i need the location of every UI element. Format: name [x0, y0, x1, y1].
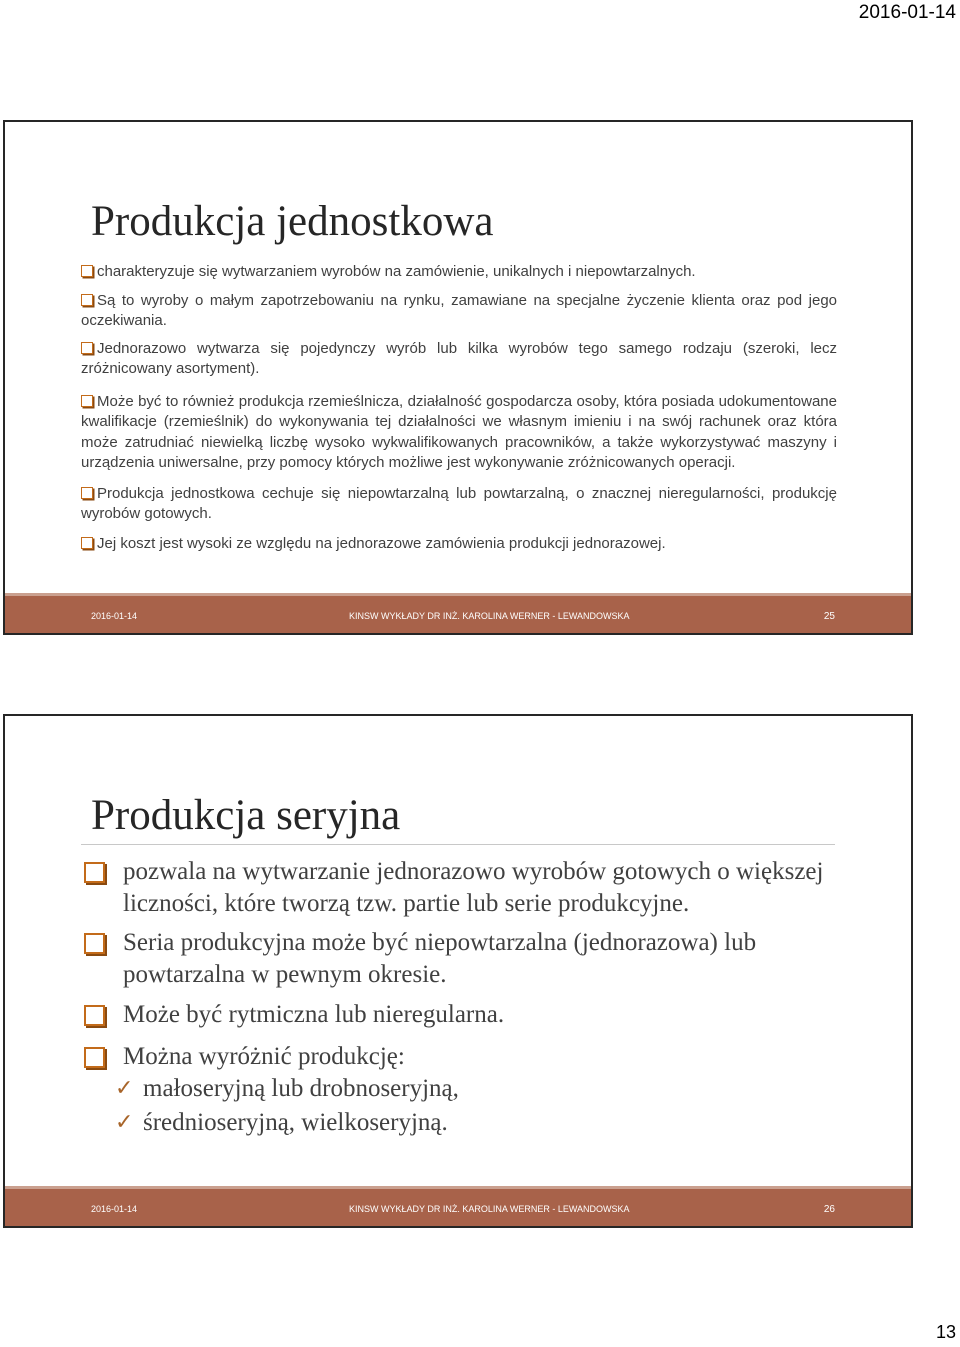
square-bullet-icon	[81, 537, 93, 549]
title-divider	[81, 844, 835, 845]
checkmark-icon: ✓	[115, 1076, 134, 1101]
checkmark-icon: ✓	[115, 1110, 134, 1135]
square-bullet-icon	[84, 1047, 105, 1068]
slide-26	[3, 714, 913, 1228]
page-number: 13	[935, 1322, 956, 1342]
footer-slide-number: 26	[823, 1204, 835, 1215]
bullet-text: charakteryzuje się wytwarzaniem wyrobów na zamówienie, unikalnych i niepowtarzalnych.	[97, 263, 696, 280]
bullet-item	[81, 262, 837, 283]
bullet-item	[81, 484, 837, 525]
bullet-item	[81, 392, 837, 474]
square-bullet-icon	[84, 1005, 105, 1026]
bullet-item	[81, 999, 837, 1031]
square-bullet-icon	[81, 294, 93, 306]
footer-date: 2016-01-14	[91, 611, 138, 621]
slide-footer	[5, 1186, 911, 1226]
sub-bullet-text: małoseryjną lub drobnoseryjną,	[143, 1075, 459, 1102]
square-bullet-icon	[81, 342, 93, 354]
footer-course: KINSW WYKŁADY DR INŻ. KAROLINA WERNER - LEWANDOWSKA	[349, 611, 630, 621]
slide-25	[3, 120, 913, 635]
square-bullet-icon	[81, 395, 93, 407]
bullet-item	[81, 927, 837, 990]
bullet-text: pozwala na wytwarzanie jednorazowo wyrobów gotowych o większej liczności, które tworzą tzw. partie lub serie produkcyjne.	[123, 858, 824, 917]
bullet-text: Jednorazowo wytwarza się pojedynczy wyrób lub kilka wyrobów tego samego rodzaju (szeroki, lecz zróżnicowany asortyment).	[81, 339, 837, 377]
sub-bullet-item	[81, 1106, 837, 1140]
slide-title: Produkcja seryjna	[91, 792, 401, 839]
bullet-text: Można wyróżnić produkcję:	[123, 1042, 405, 1070]
slide-content	[81, 856, 837, 1140]
page-header-date: 2016-01-14	[858, 2, 956, 23]
bullet-item	[81, 856, 837, 919]
square-bullet-icon	[84, 862, 105, 883]
square-bullet-icon	[81, 487, 93, 499]
sub-bullet-item	[81, 1072, 837, 1106]
square-bullet-icon	[84, 933, 105, 954]
slide-title: Produkcja jednostkowa	[91, 198, 494, 245]
bullet-item	[81, 534, 837, 555]
bullet-item	[81, 1041, 837, 1073]
bullet-text: Seria produkcyjna może być niepowtarzalna (jednorazowa) lub powtarzalna w pewnym okresie.	[123, 929, 757, 988]
bullet-text: Może być to również produkcja rzemieślnicza, działalność gospodarcza osoby, która posiada udokumentowane kwalifikacje (rzemieślnik) do wykonywania tej działalności we własnym imieniu i na swój rachunek oraz która może zatrudniać niewielką liczbę wysoko wykwalifikowanych pracowników, a także wykorzystywać maszyny i urządzenia uniwersalne, przy pomocy których możliwe jest wykonywanie zróżnicowanych operacji.	[81, 392, 837, 471]
footer-date: 2016-01-14	[91, 1204, 138, 1214]
bullet-text: Jej koszt jest wysoki ze względu na jednorazowe zamówienia produkcji jednorazowej.	[97, 534, 666, 552]
square-bullet-icon	[81, 265, 93, 277]
footer-slide-number: 25	[823, 611, 835, 622]
bullet-text: Produkcja jednostkowa cechuje się niepowtarzalną lub powtarzalną, o znacznej nieregularności, produkcję wyrobów gotowych.	[81, 484, 837, 522]
bullet-text: Są to wyroby o małym zapotrzebowaniu na rynku, zamawiane na specjalne życzenie klienta oraz pod jego oczekiwania.	[81, 291, 837, 329]
bullet-text: Może być rytmiczna lub nieregularna.	[123, 1001, 505, 1028]
footer-course: KINSW WYKŁADY DR INŻ. KAROLINA WERNER - LEWANDOWSKA	[349, 1204, 630, 1214]
slide-footer	[5, 593, 911, 633]
slide-content	[81, 262, 837, 554]
sub-bullet-text: średnioseryjną, wielkoseryjną.	[143, 1109, 448, 1136]
bullet-item	[81, 339, 837, 380]
bullet-item	[81, 291, 837, 332]
